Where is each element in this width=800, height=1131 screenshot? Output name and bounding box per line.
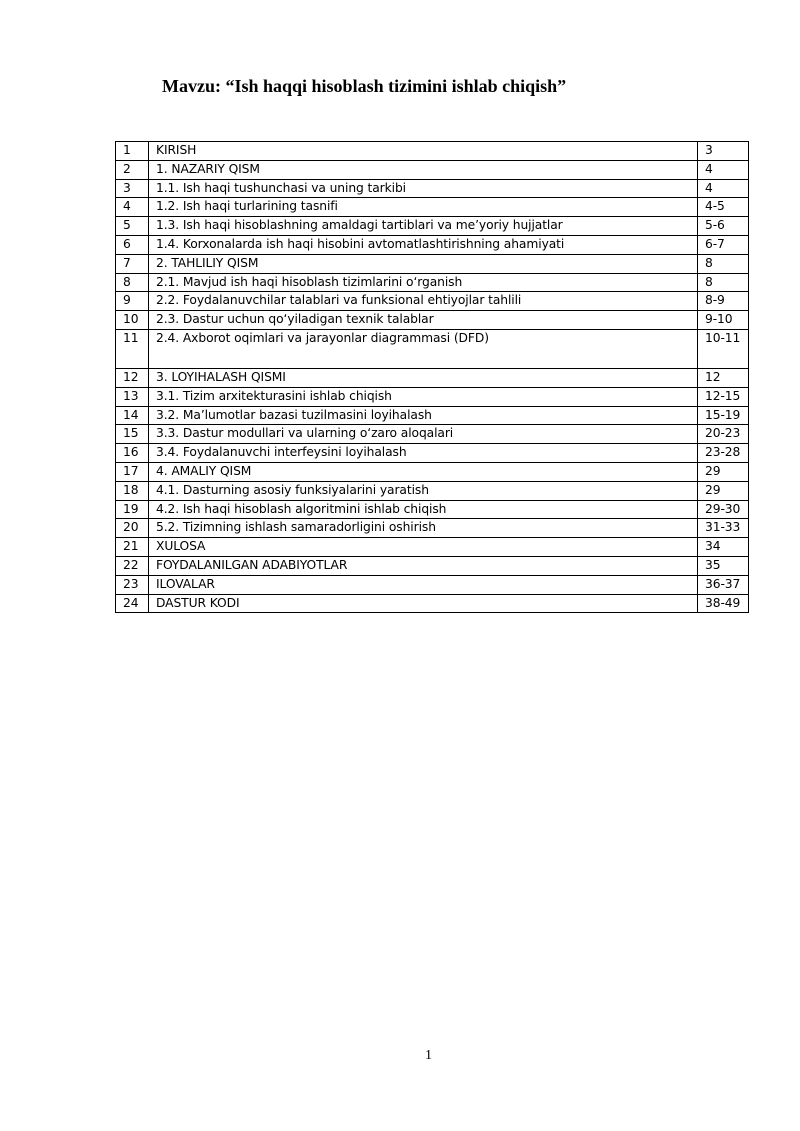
section-title: ILOVALAR — [149, 575, 698, 594]
page-range: 36-37 — [698, 575, 749, 594]
table-row — [116, 500, 749, 519]
table-row — [116, 594, 749, 613]
table-row — [116, 444, 749, 463]
row-number: 9 — [116, 292, 149, 311]
page-range: 23-28 — [698, 444, 749, 463]
document-title: Mavzu: “Ish haqqi hisoblash tizimini ishlab chiqish” — [162, 76, 567, 96]
toc-body — [116, 142, 749, 613]
table-row — [116, 273, 749, 292]
row-number: 6 — [116, 235, 149, 254]
table-row — [116, 519, 749, 538]
page-range: 12 — [698, 368, 749, 387]
row-number: 18 — [116, 481, 149, 500]
table-row — [116, 179, 749, 198]
page-range: 8 — [698, 273, 749, 292]
row-number: 13 — [116, 387, 149, 406]
row-number: 1 — [116, 142, 149, 161]
table-row — [116, 425, 749, 444]
page-range: 4-5 — [698, 198, 749, 217]
section-title: 5.2. Tizimning ishlash samaradorligini oshirish — [149, 519, 698, 538]
page-range: 29 — [698, 462, 749, 481]
table-row — [116, 575, 749, 594]
row-number: 10 — [116, 311, 149, 330]
table-row — [116, 198, 749, 217]
table-row — [116, 481, 749, 500]
section-title: DASTUR KODI — [149, 594, 698, 613]
table-row — [116, 254, 749, 273]
row-number: 16 — [116, 444, 149, 463]
row-number: 5 — [116, 217, 149, 236]
section-title: 3.4. Foydalanuvchi interfeysini loyihalash — [149, 444, 698, 463]
table-row — [116, 406, 749, 425]
section-title: KIRISH — [149, 142, 698, 161]
page-range: 9-10 — [698, 311, 749, 330]
row-number: 15 — [116, 425, 149, 444]
table-row — [116, 368, 749, 387]
table-of-contents — [115, 141, 749, 613]
section-title: 3.3. Dastur modullari va ularning o‘zaro aloqalari — [149, 425, 698, 444]
page-range: 4 — [698, 179, 749, 198]
table-row — [116, 311, 749, 330]
page-range: 35 — [698, 556, 749, 575]
row-number: 12 — [116, 368, 149, 387]
row-number: 8 — [116, 273, 149, 292]
section-title: 2.1. Mavjud ish haqi hisoblash tizimlarini o‘rganish — [149, 273, 698, 292]
page-range: 5-6 — [698, 217, 749, 236]
section-title: 4. AMALIY QISM — [149, 462, 698, 481]
table-row — [116, 217, 749, 236]
row-number: 19 — [116, 500, 149, 519]
page-range: 29 — [698, 481, 749, 500]
table-row — [116, 235, 749, 254]
page-range: 12-15 — [698, 387, 749, 406]
section-title: 1. NAZARIY QISM — [149, 160, 698, 179]
row-number: 22 — [116, 556, 149, 575]
table-row — [116, 538, 749, 557]
section-title: 1.1. Ish haqi tushunchasi va uning tarkibi — [149, 179, 698, 198]
row-number: 23 — [116, 575, 149, 594]
page-range: 29-30 — [698, 500, 749, 519]
page-range: 8 — [698, 254, 749, 273]
table-row — [116, 387, 749, 406]
table-row — [116, 556, 749, 575]
row-number: 21 — [116, 538, 149, 557]
section-title: 2. TAHLILIY QISM — [149, 254, 698, 273]
page-range: 10-11 — [698, 329, 749, 368]
section-title: 2.2. Foydalanuvchilar talablari va funksional ehtiyojlar tahlili — [149, 292, 698, 311]
section-title: XULOSA — [149, 538, 698, 557]
row-number: 17 — [116, 462, 149, 481]
table-row — [116, 142, 749, 161]
page-range: 20-23 — [698, 425, 749, 444]
section-title: 4.2. Ish haqi hisoblash algoritmini ishlab chiqish — [149, 500, 698, 519]
table-row — [116, 462, 749, 481]
row-number: 14 — [116, 406, 149, 425]
row-number: 11 — [116, 329, 149, 368]
row-number: 20 — [116, 519, 149, 538]
section-title: 1.4. Korxonalarda ish haqi hisobini avtomatlashtirishning ahamiyati — [149, 235, 698, 254]
row-number: 24 — [116, 594, 149, 613]
section-title: 1.3. Ish haqi hisoblashning amaldagi tartiblari va me’yoriy hujjatlar — [149, 217, 698, 236]
page-range: 38-49 — [698, 594, 749, 613]
page-range: 4 — [698, 160, 749, 179]
row-number: 2 — [116, 160, 149, 179]
row-number: 3 — [116, 179, 149, 198]
page-range: 8-9 — [698, 292, 749, 311]
table-row — [116, 329, 749, 368]
table-row — [116, 292, 749, 311]
section-title: FOYDALANILGAN ADABIYOTLAR — [149, 556, 698, 575]
page-number: 1 — [425, 1048, 432, 1063]
page-range: 15-19 — [698, 406, 749, 425]
page-range: 3 — [698, 142, 749, 161]
page-range: 34 — [698, 538, 749, 557]
section-title: 2.4. Axborot oqimlari va jarayonlar diagrammasi (DFD) — [149, 329, 698, 368]
section-title: 3.1. Tizim arxitekturasini ishlab chiqish — [149, 387, 698, 406]
section-title: 3. LOYIHALASH QISMI — [149, 368, 698, 387]
section-title: 1.2. Ish haqi turlarining tasnifi — [149, 198, 698, 217]
section-title: 4.1. Dasturning asosiy funksiyalarini yaratish — [149, 481, 698, 500]
row-number: 4 — [116, 198, 149, 217]
section-title: 2.3. Dastur uchun qo‘yiladigan texnik talablar — [149, 311, 698, 330]
table-row — [116, 160, 749, 179]
row-number: 7 — [116, 254, 149, 273]
section-title: 3.2. Ma’lumotlar bazasi tuzilmasini loyihalash — [149, 406, 698, 425]
page-range: 6-7 — [698, 235, 749, 254]
page-range: 31-33 — [698, 519, 749, 538]
